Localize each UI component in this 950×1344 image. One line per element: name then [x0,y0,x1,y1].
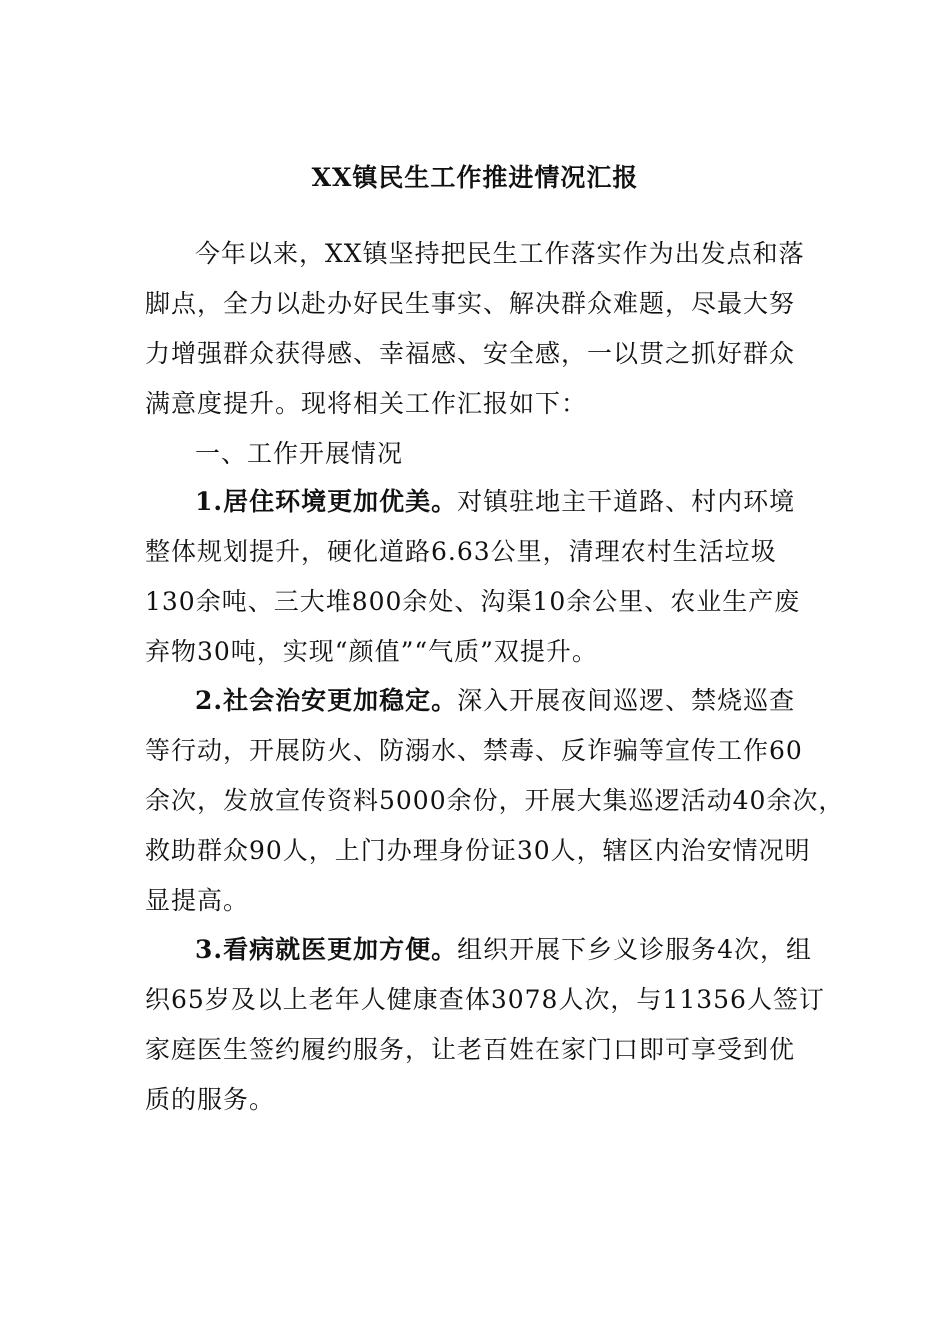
item2-line-2: 等行动，开展防火、防溺水、禁毒、反诈骗等宣传工作60 [145,736,803,765]
item3-line-3: 家庭医生签约履约服务，让老百姓在家门口即可享受到优 [145,1035,796,1064]
intro-line-2: 脚点，全力以赴办好民生事实、解决群众难题，尽最大努 [145,289,796,318]
item1-line-4: 弃物30吨，实现“颜值”“气质”双提升。 [145,637,598,666]
item1-line-3: 130余吨、三大堆800余处、沟渠10余公里、农业生产废 [145,587,801,616]
item1-line-1 [195,484,795,520]
item1-heading: 1.居住环境更加优美。 [195,487,458,516]
intro-line-3: 力增强群众获得感、幸福感、安全感，一以贯之抓好群众 [145,339,796,368]
item3-line-2: 织65岁及以上老年人健康查体3078人次，与11356人签订 [145,985,825,1014]
item2-line-1 [195,683,795,719]
item2-line-3: 余次，发放宣传资料5000余份，开展大集巡逻活动40余次， [145,786,845,815]
item2-text: 深入开展夜间巡逻、禁烧巡查 [457,686,796,715]
document-title: XX镇民生工作推进情况汇报 [311,163,639,192]
item2-line-5: 显提高。 [145,886,250,915]
section-heading: 一、工作开展情况 [195,439,404,468]
item3-line-4: 质的服务。 [145,1085,276,1114]
item1-text: 对镇驻地主干道路、村内环境 [457,487,796,516]
item2-heading: 2.社会治安更加稳定。 [195,686,458,715]
item3-heading: 3.看病就医更加方便。 [195,935,458,964]
item3-text: 组织开展下乡义诊服务4次，组 [457,935,813,964]
item3-line-1 [195,932,812,968]
intro-line-4: 满意度提升。现将相关工作汇报如下： [145,389,588,418]
item2-line-4: 救助群众90人，上门办理身份证30人，辖区内治安情况明 [145,836,811,865]
intro-line-1: 今年以来，XX镇坚持把民生工作落实作为出发点和落 [195,239,805,268]
item1-line-2: 整体规划提升，硬化道路6.63公里，清理农村生活垃圾 [145,537,777,566]
